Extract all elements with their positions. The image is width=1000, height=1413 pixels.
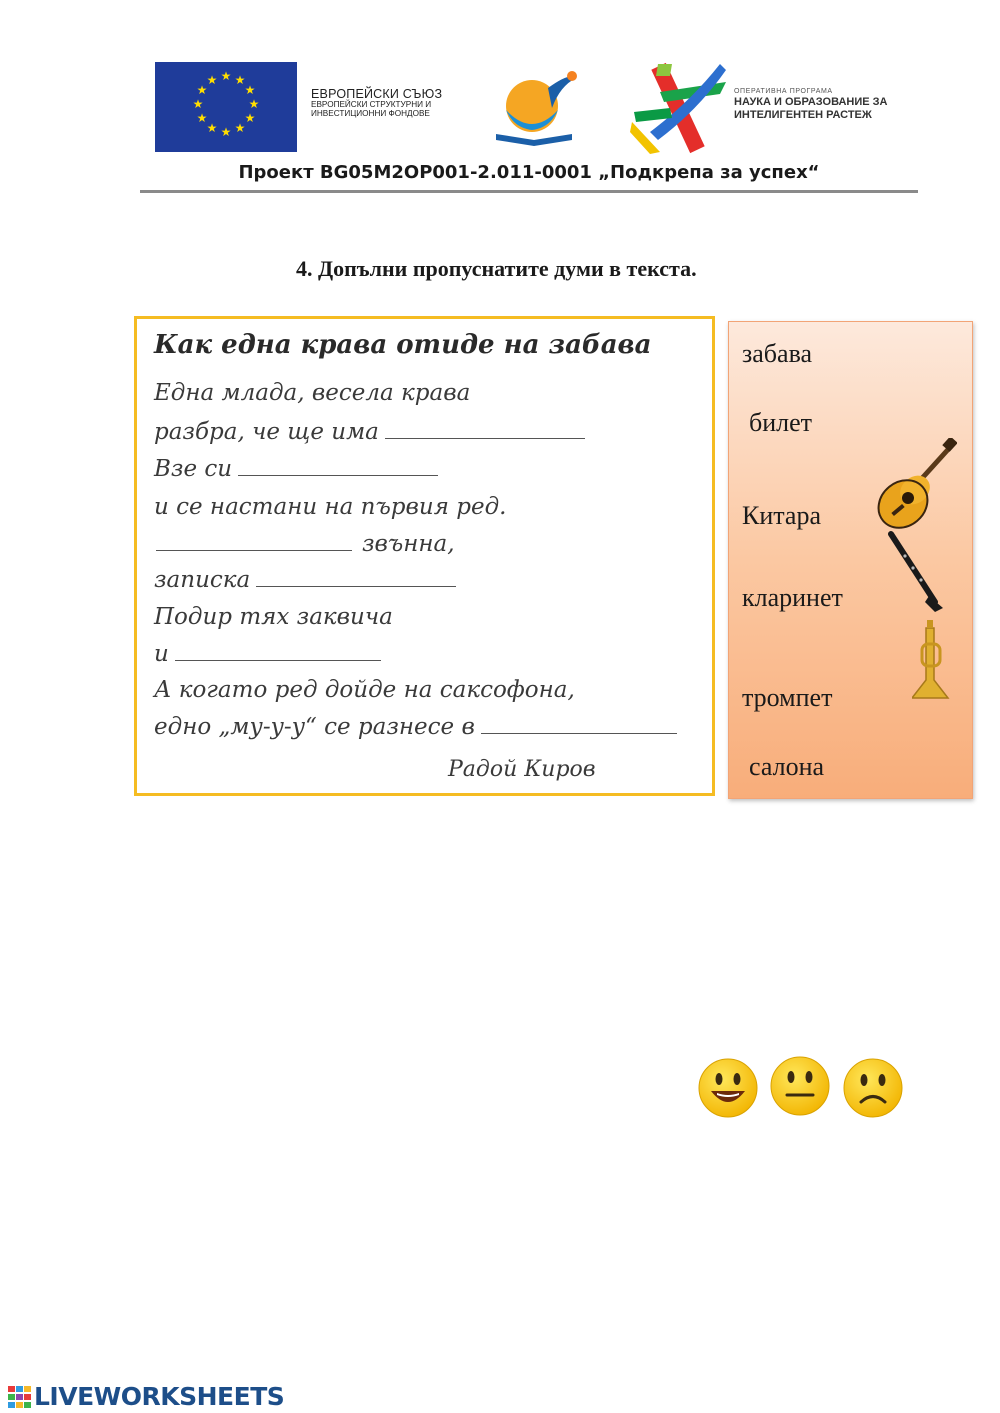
svg-text:★: ★ xyxy=(244,111,256,125)
poem-line-9: А когато ред дойде на саксофона, xyxy=(154,677,575,703)
project-title: Проект BG05M2OP001-2.011-0001 „Подкрепа за успех“ xyxy=(238,162,820,183)
svg-text:★: ★ xyxy=(206,121,218,135)
happy-face-icon[interactable] xyxy=(697,1057,759,1119)
program-name-line-2: ИНТЕЛИГЕНТЕН РАСТЕЖ xyxy=(734,108,872,121)
neutral-face-icon[interactable] xyxy=(769,1055,831,1117)
poem-line-2-text: разбра, че ще има xyxy=(154,419,379,445)
header-divider xyxy=(140,190,918,193)
blank-3-input[interactable] xyxy=(156,549,352,551)
svg-text:★: ★ xyxy=(220,125,232,139)
poem-line-5-text: звънна, xyxy=(362,531,455,557)
word-bank-item[interactable]: кларинет xyxy=(742,583,843,612)
poem-line-8-text: и xyxy=(154,641,169,667)
program-name-line-1: НАУКА И ОБРАЗОВАНИЕ ЗА xyxy=(734,96,888,109)
poem-author: Радой Киров xyxy=(448,757,596,782)
clarinet-icon xyxy=(885,530,945,612)
blank-4-input[interactable] xyxy=(256,585,456,587)
guitar-icon xyxy=(875,438,957,530)
task-instruction: 4. Допълни пропуснатите думи в текста. xyxy=(296,256,697,281)
blank-6-input[interactable] xyxy=(481,732,677,734)
poem-line-3-text: Взе си xyxy=(154,456,233,482)
poem-line-6-text: записка xyxy=(154,567,251,593)
poem-line-6 xyxy=(154,567,456,593)
svg-text:★: ★ xyxy=(248,97,260,111)
eu-logo-text xyxy=(311,88,442,118)
science-education-program-logo xyxy=(630,62,730,154)
eu-subtitle-2: ИНВЕСТИЦИОННИ ФОНДОВЕ xyxy=(311,108,430,118)
eu-title: ЕВРОПЕЙСКИ СЪЮЗ xyxy=(311,87,443,101)
word-bank-item[interactable]: Китара xyxy=(742,501,822,530)
trumpet-icon xyxy=(912,620,952,700)
blank-1-input[interactable] xyxy=(385,437,585,439)
eu-subtitle-1: ЕВРОПЕЙСКИ СТРУКТУРНИ И xyxy=(311,100,432,110)
poem-line-2 xyxy=(154,419,585,445)
program-label: ОПЕРАТИВНА ПРОГРАМА xyxy=(734,88,833,95)
liveworksheets-logo-icon xyxy=(8,1386,32,1408)
word-bank-item[interactable]: тромпет xyxy=(742,683,833,712)
svg-text:★: ★ xyxy=(234,121,246,135)
poem-line-1: Една млада, весела крава xyxy=(154,380,471,406)
poem-line-10 xyxy=(154,714,677,740)
program-logo-text xyxy=(734,88,887,121)
liveworksheets-brand[interactable]: LIVEWORKSHEETS xyxy=(34,1382,285,1411)
poem-title: Как една крава отиде на забава xyxy=(154,330,652,360)
eu-flag-logo xyxy=(155,62,297,152)
poem-line-4: и се настани на първия ред. xyxy=(154,494,507,520)
svg-text:★: ★ xyxy=(206,73,218,87)
svg-text:★: ★ xyxy=(234,73,246,87)
poem-line-5 xyxy=(154,531,455,557)
education-logo xyxy=(490,68,586,152)
word-bank-item[interactable]: билет xyxy=(749,408,813,437)
poem-line-7: Подир тях заквича xyxy=(154,604,393,630)
svg-text:★: ★ xyxy=(244,83,256,97)
word-bank-item[interactable]: забава xyxy=(742,339,813,368)
svg-text:★: ★ xyxy=(192,97,204,111)
svg-text:★: ★ xyxy=(196,83,208,97)
sad-face-icon[interactable] xyxy=(842,1057,904,1119)
poem-line-8 xyxy=(154,641,381,667)
poem-line-3 xyxy=(154,456,438,482)
word-bank-item[interactable]: салона xyxy=(749,752,825,781)
poem-line-10-text: едно „му-у-у“ се разнесе в xyxy=(154,714,475,740)
svg-text:★: ★ xyxy=(220,69,232,83)
blank-2-input[interactable] xyxy=(238,474,438,476)
svg-text:★: ★ xyxy=(196,111,208,125)
blank-5-input[interactable] xyxy=(175,659,381,661)
